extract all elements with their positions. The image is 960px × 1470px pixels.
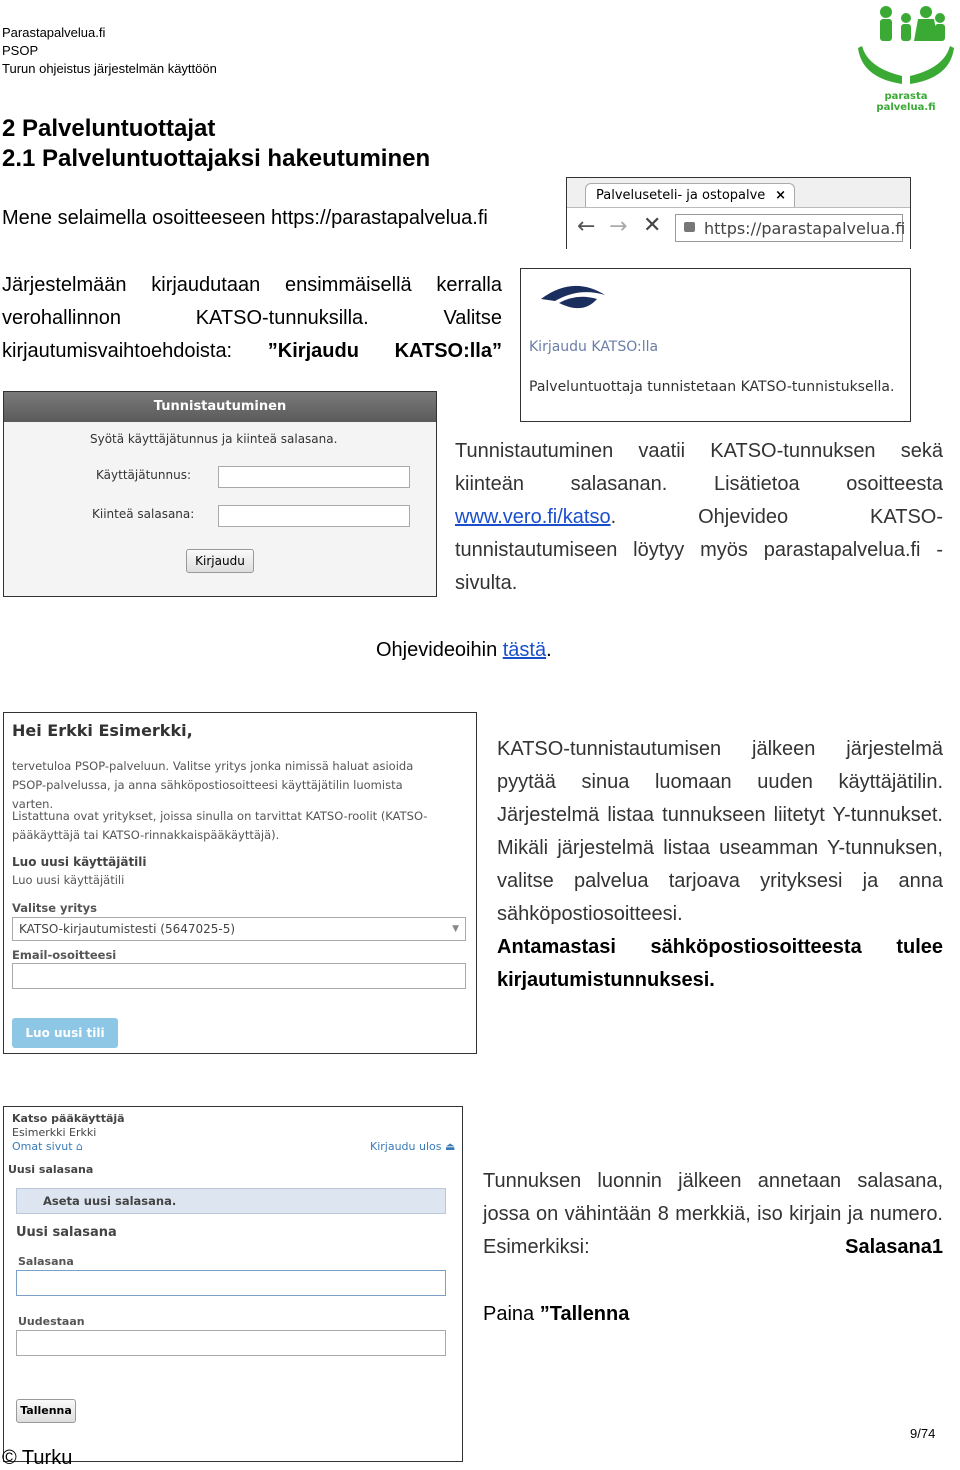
logo-text: parasta palvelua.fi bbox=[876, 91, 936, 113]
press-save-bold: ”Tallenna bbox=[539, 1303, 630, 1325]
section-heading: 2 Palveluntuottajat bbox=[2, 115, 216, 142]
set-new-password-notice: Aseta uusi salasana. bbox=[16, 1188, 446, 1214]
password-info-text: Tunnuksen luonnin jälkeen annetaan salasana, jossa on vähintään 8 merkkiä, iso kirjain ja numero. Esimerkiksi: Salasana1 bbox=[483, 1170, 943, 1258]
forward-icon[interactable]: → bbox=[609, 214, 628, 239]
address-url: https://parastapalvelua.fi bbox=[704, 219, 906, 238]
header-line-2: PSOP bbox=[2, 43, 39, 58]
repeat-field-label: Uudestaan bbox=[18, 1315, 85, 1328]
password-example: Salasana1 bbox=[845, 1236, 943, 1258]
auth-form-title: Tunnistautuminen bbox=[4, 392, 436, 422]
create-account-screenshot bbox=[3, 712, 477, 1054]
lock-icon bbox=[684, 222, 695, 232]
goto-text: Mene selaimella osoitteeseen https://parastapalvelua.fi bbox=[2, 207, 488, 229]
account-info-bold: Antamastasi sähköpostiosoitteesta tulee kirjautumistunnuksesi. bbox=[497, 936, 943, 991]
login-text: Järjestelmään kirjaudutaan ensimmäisellä kerralla verohallinnon KATSO-tunnuksilla. Valitse kirjautumisvaihtoehdoista: bbox=[2, 274, 502, 362]
email-label: Email-osoitteesi bbox=[12, 948, 117, 962]
katso-option-screenshot bbox=[520, 268, 911, 422]
user-role: Katso pääkäyttäjä bbox=[12, 1112, 125, 1125]
parastapalvelua-logo bbox=[858, 2, 954, 113]
back-icon[interactable]: ← bbox=[577, 214, 596, 239]
browser-tab[interactable]: Palveluseteli- ja ostopalve × bbox=[585, 183, 795, 207]
stop-icon[interactable]: ✕ bbox=[643, 213, 662, 238]
katso-eye-logo bbox=[539, 281, 607, 319]
copyright: © Turku bbox=[2, 1447, 73, 1469]
company-label: Valitse yritys bbox=[12, 901, 98, 915]
header-line-1: Parastapalvelua.fi bbox=[2, 25, 106, 40]
username-input[interactable] bbox=[218, 466, 410, 488]
account-info-body: KATSO-tunnistautumisen jälkeen järjestelmä pyytää sinua luomaan uuden käyttäjätilin. Järjestelmä listaa tunnukseen liitetyt Y-tunnukset. Mikäli järjestelmä listaa useamman Y-tunnuksen, valitse palvelua tarjoava yrityksesi ja anna sähköpostiosoitteesi. bbox=[497, 738, 943, 925]
press-save-text: Paina ”Tallenna bbox=[483, 1303, 630, 1325]
tab-close-icon[interactable]: × bbox=[775, 188, 786, 203]
username-label: Käyttäjätunnus: bbox=[96, 468, 191, 482]
welcome-intro: tervetuloa PSOP-palveluun. Valitse yritys jonka nimissä haluat asioida PSOP-palvelussa, ja anna sähköpostiosoitteesi käyttäjätilin luomista varten. bbox=[12, 759, 414, 811]
save-button[interactable]: Tallenna bbox=[16, 1399, 76, 1423]
chevron-down-icon: ▼ bbox=[452, 924, 459, 934]
login-instructions bbox=[2, 269, 502, 368]
browser-toolbar bbox=[567, 207, 910, 250]
own-pages-link[interactable]: Omat sivut ⌂ bbox=[12, 1140, 83, 1153]
eject-icon: ⏏ bbox=[445, 1140, 456, 1153]
katso-login-link[interactable]: Kirjaudu KATSO:lla bbox=[529, 339, 659, 355]
create-account-heading: Luo uusi käyttäjätili bbox=[12, 855, 147, 869]
auth-form-screenshot bbox=[3, 391, 437, 597]
company-list-info: Listattuna ovat yritykset, joissa sinulla on tarvittat KATSO-roolit (KATSO-pääkäyttäjä tai KATSO-rinnakkaispääkäyttäjä). bbox=[12, 809, 428, 842]
account-info-text bbox=[497, 733, 943, 997]
new-password-input[interactable] bbox=[16, 1270, 446, 1296]
subsection-heading: 2.1 Palveluntuottajaksi hakeutuminen bbox=[2, 145, 431, 172]
create-account-subheading: Luo uusi käyttäjätili bbox=[12, 873, 125, 887]
video-line: Ohjevideoihin tästä. bbox=[376, 639, 552, 661]
user-name: Esimerkki Erkki bbox=[12, 1126, 97, 1139]
auth-form-prompt: Syötä käyttäjätunnus ja kiinteä salasana. bbox=[90, 432, 338, 446]
auth-info-text: Tunnistautuminen vaatii KATSO-tunnuksen sekä kiinteän salasanan. Lisätietoa osoitteesta www.vero.fi/katso. Ohjevideo KATSO-tunnistautumiseen löytyy myös parastapalvelua.fi -sivulta. bbox=[455, 440, 943, 594]
katso-description: Palveluntuottaja tunnistetaan KATSO-tunnistuksella. bbox=[529, 379, 895, 395]
section-label: Uusi salasana bbox=[8, 1163, 94, 1176]
login-button[interactable]: Kirjaudu bbox=[186, 549, 254, 573]
password-field-label: Salasana bbox=[18, 1255, 74, 1268]
password-form-screenshot bbox=[3, 1106, 463, 1462]
password-label: Kiinteä salasana: bbox=[92, 507, 195, 521]
logout-link[interactable]: Kirjaudu ulos ⏏ bbox=[370, 1140, 456, 1153]
repeat-password-input[interactable] bbox=[16, 1330, 446, 1356]
header-line-3: Turun ohjeistus järjestelmän käyttöön bbox=[2, 61, 217, 76]
new-password-heading: Uusi salasana bbox=[16, 1225, 117, 1240]
browser-screenshot bbox=[566, 177, 911, 249]
home-icon: ⌂ bbox=[76, 1140, 83, 1153]
login-option-bold: ”Kirjaudu KATSO:lla” bbox=[267, 340, 502, 362]
vero-katso-link[interactable]: www.vero.fi/katso bbox=[455, 506, 611, 528]
create-account-button[interactable]: Luo uusi tili bbox=[12, 1018, 118, 1048]
company-select[interactable]: KATSO-kirjautumistesti (5647025-5) ▼ bbox=[12, 917, 466, 941]
email-input[interactable] bbox=[12, 963, 466, 989]
greeting: Hei Erkki Esimerkki, bbox=[12, 721, 193, 740]
page-number: 9/74 bbox=[910, 1426, 936, 1441]
address-bar[interactable] bbox=[675, 214, 906, 242]
video-link[interactable]: tästä bbox=[502, 639, 547, 661]
password-input[interactable] bbox=[218, 505, 410, 527]
